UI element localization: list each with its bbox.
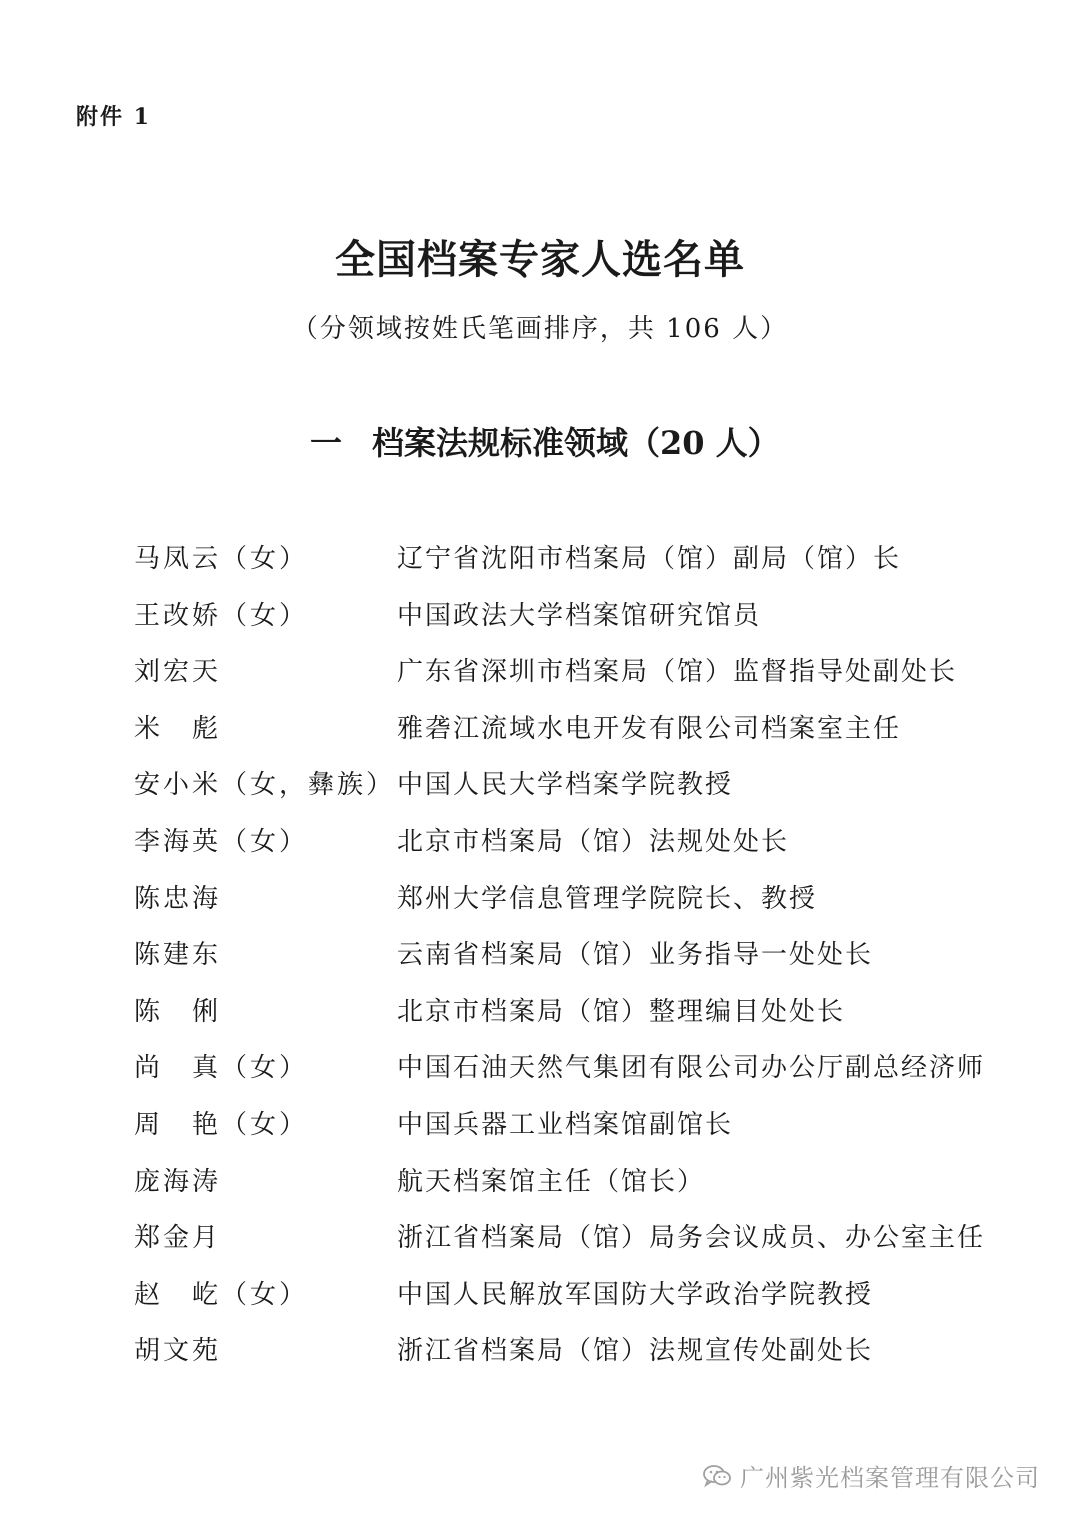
expert-organization: 云南省档案局（馆）业务指导一处处长 [397, 940, 874, 971]
expert-organization: 北京市档案局（馆）整理编目处处长 [397, 996, 846, 1027]
expert-name: 安小米（女，彝族） [134, 770, 396, 801]
expert-name: 郑金月 [134, 1223, 222, 1254]
expert-name: 陈建东 [134, 940, 222, 971]
expert-name: 周 艳（女） [134, 1110, 309, 1140]
list-item [0, 1205, 1080, 1261]
expert-name: 赵 屹（女） [134, 1279, 309, 1310]
expert-name: 王改娇（女） [134, 600, 309, 631]
list-item [0, 696, 1080, 752]
list-item [0, 866, 1080, 922]
expert-organization: 雅砻江流域水电开发有限公司档案室主任 [397, 713, 902, 744]
watermark [702, 1458, 1040, 1493]
expert-name: 刘宏天 [134, 657, 222, 688]
expert-organization: 浙江省档案局（馆）法规宣传处副处长 [397, 1336, 874, 1367]
list-item [0, 752, 1080, 808]
expert-name: 庞海涛 [134, 1166, 222, 1197]
expert-organization: 航天档案馆主任（馆长） [397, 1166, 706, 1197]
expert-organization: 广东省深圳市档案局（馆）监督指导处副处长 [397, 657, 958, 688]
list-item [0, 809, 1080, 865]
expert-name: 尚 真（女） [134, 1053, 309, 1084]
page-subtitle: （分领域按姓氏笔画排序，共 106 人） [291, 314, 789, 344]
expert-organization: 郑州大学信息管理学院院长、教授 [397, 883, 818, 914]
expert-organization: 中国政法大学档案馆研究馆员 [397, 600, 762, 631]
expert-name: 李海英（女） [134, 827, 309, 857]
expert-name: 陈 俐 [134, 996, 222, 1027]
attachment-label: 附件 1 [76, 104, 151, 130]
expert-organization: 中国人民解放军国防大学政治学院教授 [397, 1279, 874, 1310]
expert-name: 米 彪 [134, 713, 222, 744]
page-title: 全国档案专家人选名单 [335, 236, 745, 283]
expert-organization: 浙江省档案局（馆）局务会议成员、办公室主任 [397, 1223, 986, 1254]
section-heading [310, 418, 780, 464]
list-item [0, 1092, 1080, 1148]
expert-name: 陈忠海 [134, 883, 222, 914]
expert-name: 马凤云（女） [134, 544, 309, 574]
list-item [0, 526, 1080, 582]
list-item [0, 922, 1080, 978]
watermark-text: 广州紫光档案管理有限公司 [740, 1464, 1040, 1492]
expert-organization: 辽宁省沈阳市档案局（馆）副局（馆）长 [397, 544, 902, 574]
list-item [0, 1262, 1080, 1318]
wechat-icon [702, 1463, 732, 1489]
expert-organization: 北京市档案局（馆）法规处处长 [397, 827, 790, 857]
expert-organization: 中国兵器工业档案馆副馆长 [397, 1110, 734, 1140]
list-item [0, 979, 1080, 1035]
expert-organization: 中国人民大学档案学院教授 [397, 770, 734, 801]
expert-name: 胡文苑 [134, 1336, 222, 1367]
section-title: 档案法规标准领域（20 人） [372, 424, 780, 462]
list-item [0, 1035, 1080, 1091]
expert-organization: 中国石油天然气集团有限公司办公厅副总经济师 [397, 1053, 986, 1084]
list-item [0, 1318, 1080, 1374]
list-item [0, 1149, 1080, 1205]
list-item [0, 639, 1080, 695]
section-number: 一 [310, 424, 343, 462]
list-item [0, 583, 1080, 639]
